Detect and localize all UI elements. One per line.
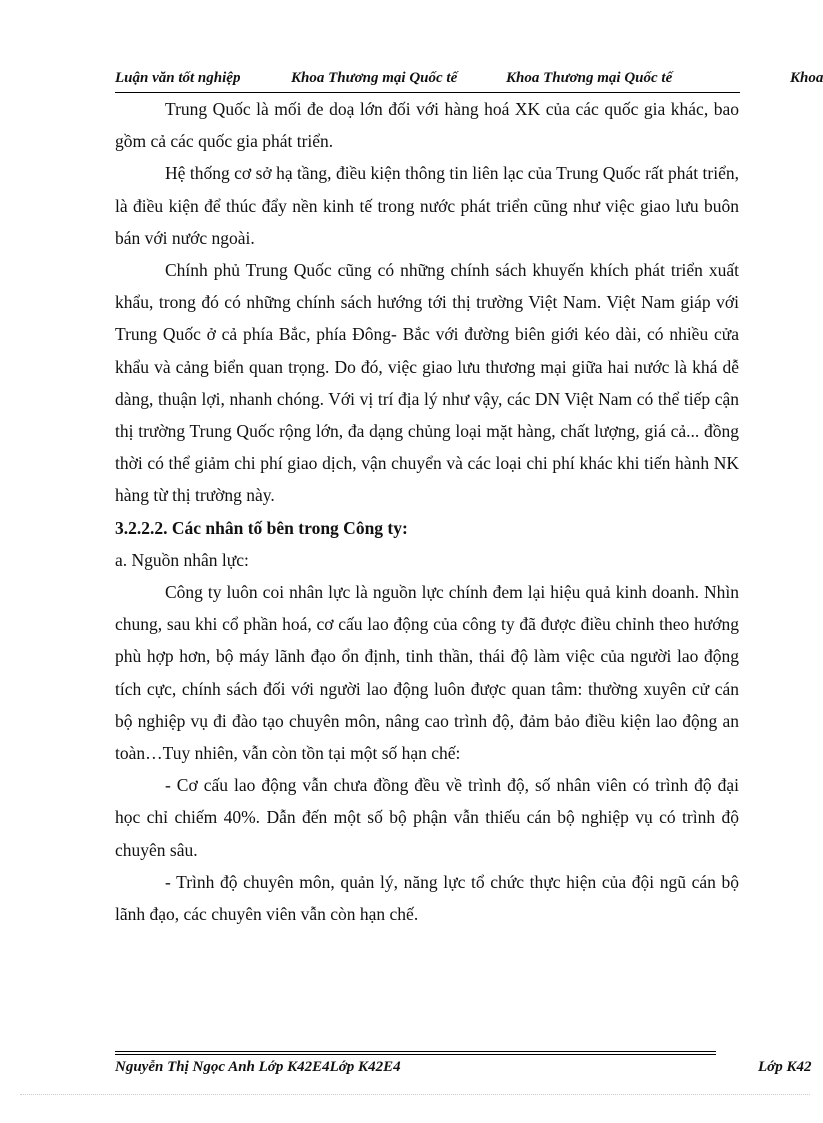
paragraph: Chính phủ Trung Quốc cũng có những chính sách khuyến khích phát triển xuất khẩu, trong đó có những chính sách hướng tới thị trường Việt Nam. Việt Nam giáp với Trung Quốc ở cả phía Bắc, phía Đông- Bắc với đường biên giới kéo dài, có nhiều cửa khẩu và cảng biển quan trọng. Do đó, việc giao lưu thương mại giữa hai nước là khá dễ dàng, thuận lợi, nhanh chóng. Với vị trí địa lý như vậy, các DN Việt Nam có thể tiếp cận thị trường Trung Quốc rộng lớn, đa dạng chủng loại mặt hàng, chất lượng, giá cả... đồng thời có thể giảm chi phí giao dịch, vận chuyển và các loại chi phí khác khi tiến hành NK hàng từ thị trường này. [115, 260, 739, 506]
paragraph: - Cơ cấu lao động vẫn chưa đồng đều về trình độ, số nhân viên có trình độ đại học chỉ chiếm 40%. Dẫn đến một số bộ phận vẫn thiếu cán bộ nghiệp vụ có trình độ chuyên sâu. [115, 775, 739, 860]
page-footer [115, 1059, 816, 1079]
page-header [115, 70, 823, 92]
paragraph: Công ty luôn coi nhân lực là nguồn lực chính đem lại hiệu quả kinh doanh. Nhìn chung, sau khi cổ phần hoá, cơ cấu lao động của công ty đã được điều chỉnh theo hướng phù hợp hơn, bộ máy lãnh đạo ổn định, tinh thần, thái độ làm việc của người lao động tích cực, chính sách đối với người lao động luôn được quan tâm: thường xuyên cử cán bộ nghiệp vụ đi đào tạo chuyên môn, nâng cao trình độ, đảm bảo điều kiện lao động an toàn…Tuy nhiên, vẫn còn tồn tại một số hạn chế: [115, 582, 739, 764]
header-thesis-label: Luận văn tốt nghiệp [115, 70, 241, 86]
footer-divider [115, 1051, 716, 1052]
header-faculty-label: Khoa Thương mại Quốc tế [291, 70, 458, 86]
section-heading: 3.2.2.2. Các nhân tố bên trong Công ty: [115, 517, 408, 538]
footer-class: Lớp K42 [758, 1059, 812, 1075]
subsection-heading: a. Nguồn nhân lực: [115, 549, 249, 570]
footer-divider-double [115, 1054, 716, 1055]
paragraph: Hệ thống cơ sở hạ tầng, điều kiện thông tin liên lạc của Trung Quốc rất phát triển, là điều kiện để thúc đẩy nền kinh tế trong nước phát triển cũng như việc giao lưu buôn bán với nước ngoài. [115, 163, 739, 248]
page-bottom-dotted-line [20, 1094, 810, 1095]
document-body [115, 93, 739, 930]
header-faculty-label-repeat: Khoa Thương mại Quốc tế [506, 70, 673, 86]
footer-author: Nguyễn Thị Ngọc Anh Lớp K42E4Lớp K42E4 [115, 1059, 401, 1075]
paragraph: - Trình độ chuyên môn, quản lý, năng lực tổ chức thực hiện của đội ngũ cán bộ lãnh đạo, các chuyên viên vẫn còn hạn chế. [115, 871, 739, 925]
paragraph: Trung Quốc là mối đe doạ lớn đối với hàng hoá XK của các quốc gia khác, bao gồm cả các quốc gia phát triển. [115, 99, 739, 152]
header-faculty-label-cut: Khoa [790, 70, 823, 86]
